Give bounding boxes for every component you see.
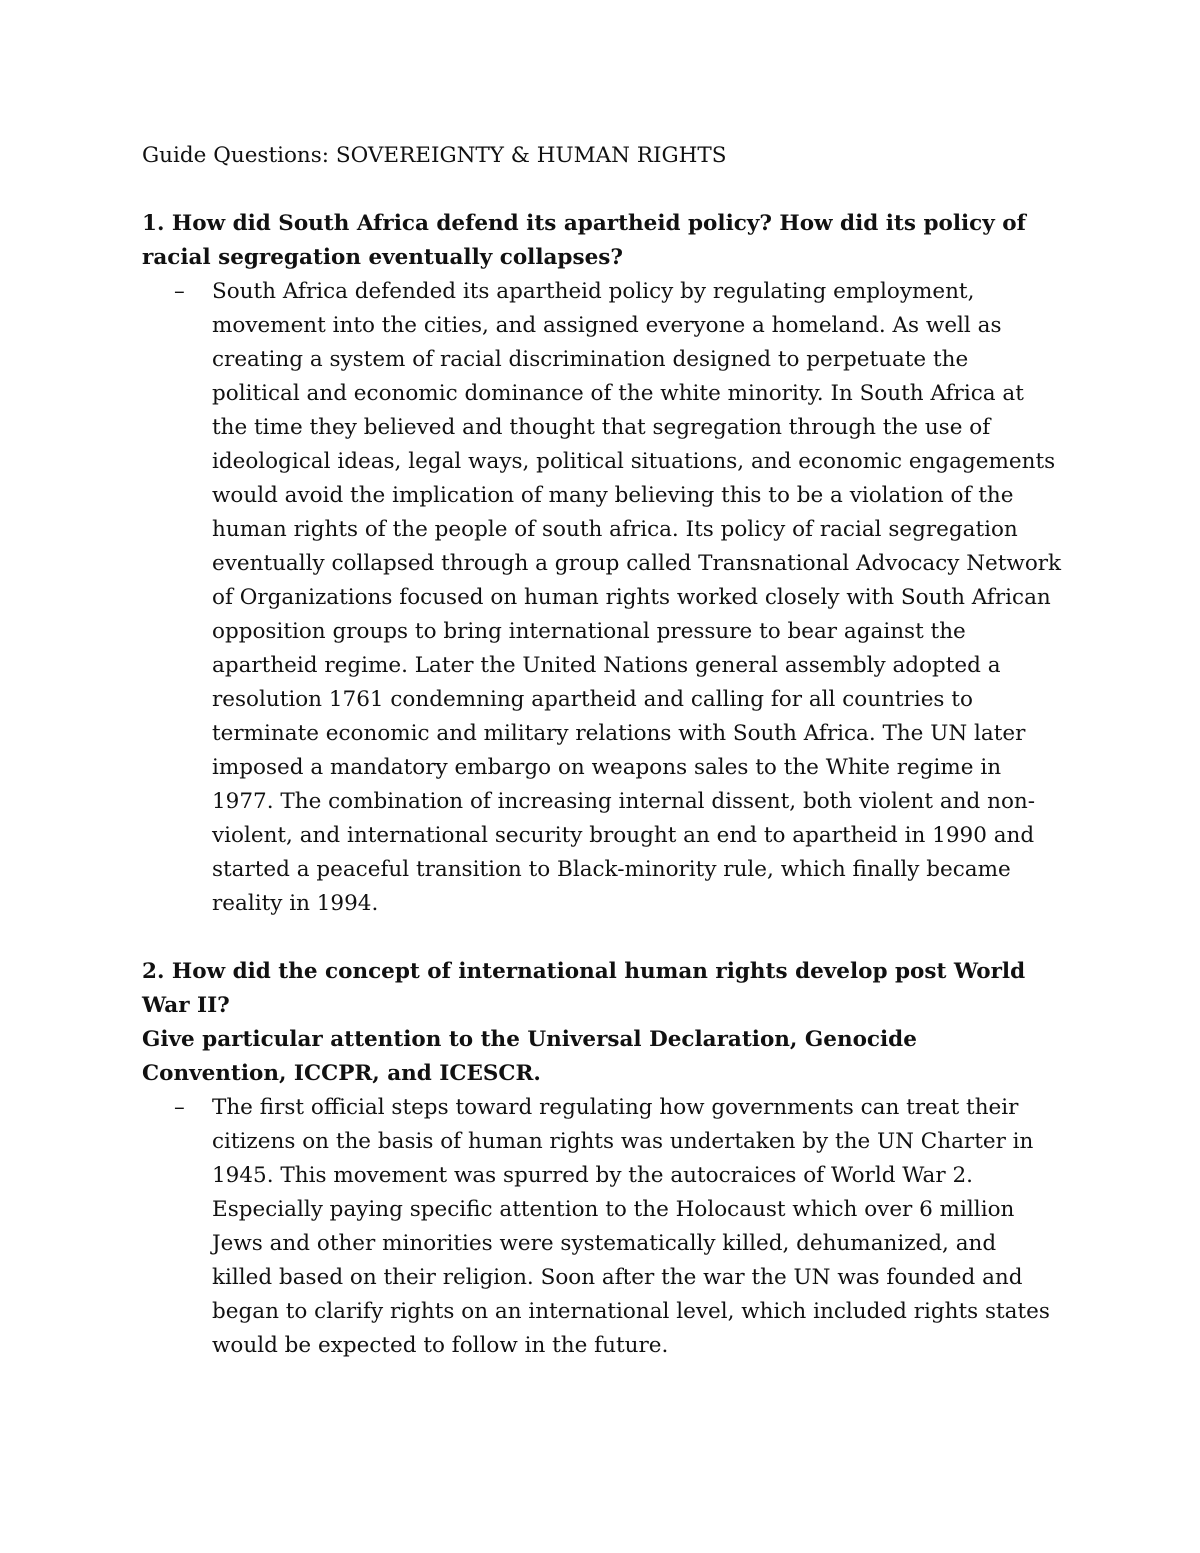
question-1: 1. How did South Africa defend its apartheid policy? How did its policy of racial segregation eventually collapses? [142,211,1026,270]
bullet-dash: – [174,279,185,304]
answer-1 [142,275,1062,921]
answer-2 [142,1091,1062,1363]
document-title: Guide Questions: SOVEREIGNTY & HUMAN RIGHTS [142,143,727,168]
question-section-1 [142,207,1062,921]
answer-2-text: The first official steps toward regulating how governments can treat their citizens on the basis of human rights was undertaken by the UN Charter in 1945. This movement was spurred by the autocraices of World War 2. Especially paying specific attention to the Holocaust which over 6 million Jews and other minorities were systematically killed, dehumanized, and killed based on their religion. Soon after the war the UN was founded and began to clarify rights on an international level, which included rights states would be expected to follow in the future. [212,1095,1050,1358]
question-2-detail: Give particular attention to the Universal Declaration, Genocide Convention, ICCPR, and ICESCR. [142,1027,917,1086]
bullet-dash: – [174,1095,185,1120]
question-2: 2. How did the concept of international human rights develop post World War II? [142,959,1026,1018]
document-body [142,139,1062,1363]
question-section-2 [142,955,1062,1363]
answer-1-text: South Africa defended its apartheid policy by regulating employment, movement into the cities, and assigned everyone a homeland. As well as creating a system of racial discrimination designed to perpetuate the political and economic dominance of the white minority. In South Africa at the time they believed and thought that segregation through the use of ideological ideas, legal ways, political situations, and economic engagements would avoid the implication of many believing this to be a violation of the human rights of the people of south africa. Its policy of racial segregation eventually collapsed through a group called Transnational Advocacy Network of Organizations focused on human rights worked closely with South African opposition groups to bring international pressure to bear against the apartheid regime. Later the United Nations general assembly adopted a resolution 1761 condemning apartheid and calling for all countries to terminate economic and military relations with South Africa. The UN later imposed a mandatory embargo on weapons sales to the White regime in 1977. The combination of increasing internal dissent, both violent and non-violent, and international security brought an end to apartheid in 1990 and started a peaceful transition to Black-minority rule, which finally became reality in 1994. [212,279,1062,916]
